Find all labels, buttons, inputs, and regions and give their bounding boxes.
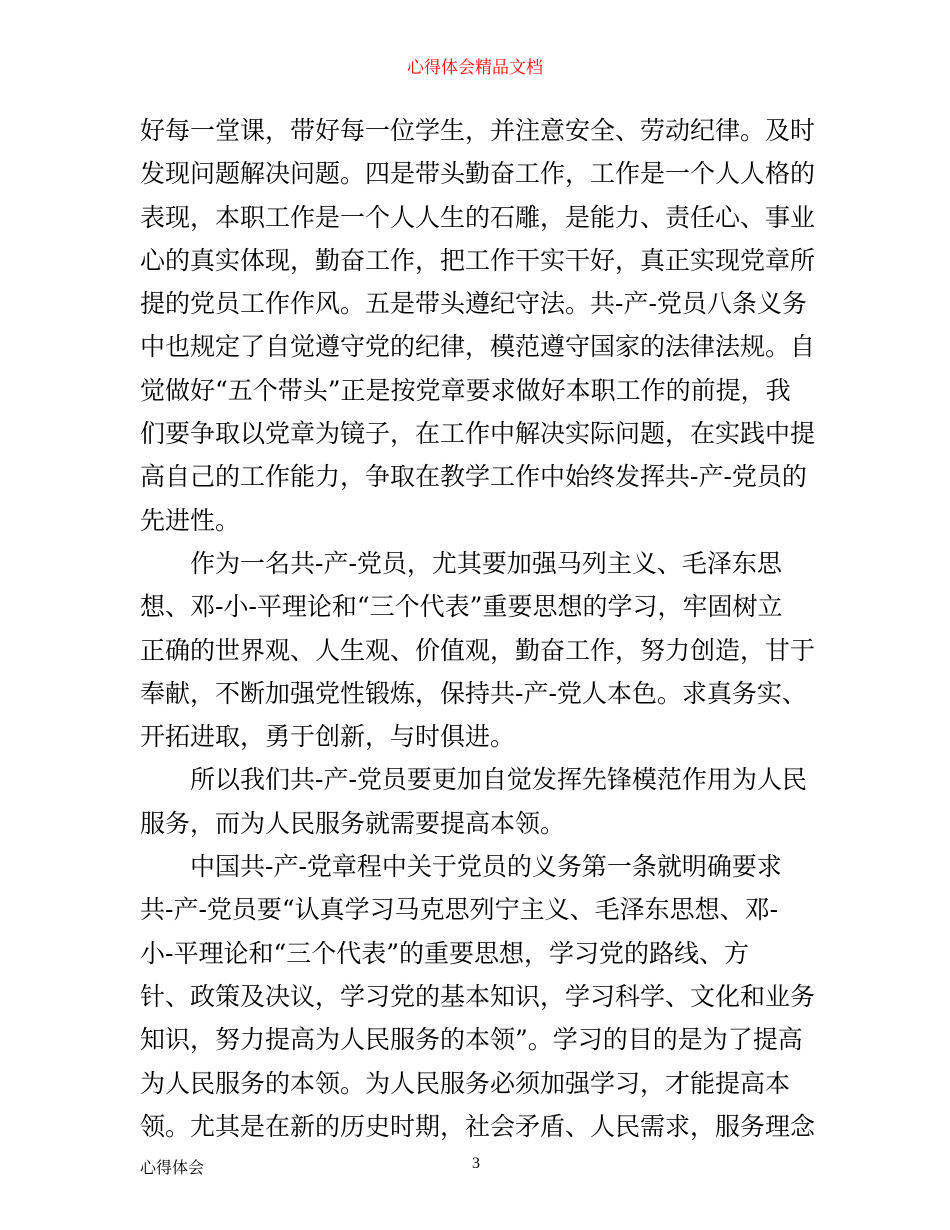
- text-line: 知识，努力提高为人民服务的本领”。学习的目的是为了提高: [140, 1025, 803, 1055]
- text-line: 作为一名共-产-党员，尤其要加强马列主义、毛泽东思: [140, 548, 782, 578]
- text-line: 开拓进取，勇于创新，与时俱进。: [140, 722, 516, 752]
- text-line: 好每一堂课，带好每一位学生，并注意安全、劳动纪律。及时: [140, 116, 816, 145]
- text-line: 正确的世界观、人生观、价值观，勤奋工作，努力创造，甘于: [140, 635, 816, 665]
- text-line: 想、邓-小-平理论和“三个代表”重要思想的学习，牢固树立: [140, 592, 783, 622]
- text-line: 为人民服务的本领。为人民服务必须加强学习，才能提高本: [140, 1068, 791, 1098]
- text-line: 们要争取以党章为镜子，在工作中解决实际问题，在实践中提: [140, 419, 816, 449]
- body-text: [140, 109, 820, 1148]
- text-line: 觉做好“五个带头”正是按党章要求做好本职工作的前提，我: [140, 375, 791, 405]
- text-line: 心的真实体现，勤奋工作，把工作干实干好，真正实现党章所: [140, 245, 816, 275]
- page-number: 3: [472, 1155, 480, 1172]
- footer-label: 心得体会: [140, 1158, 205, 1177]
- text-line: 小-平理论和“三个代表”的重要思想，学习党的路线、方: [140, 938, 750, 968]
- text-line: 高自己的工作能力，争取在教学工作中始终发挥共-产-党员的: [140, 462, 807, 492]
- text-line: 共-产-党员要“认真学习马克思列宁主义、毛泽东思想、邓-: [140, 895, 779, 925]
- text-line: 中也规定了自觉遵守党的纪律，模范遵守国家的法律法规。自: [140, 332, 816, 362]
- text-line: 发现问题解决问题。四是带头勤奋工作，工作是一个人人格的: [140, 159, 816, 189]
- text-line: 先进性。: [140, 505, 241, 535]
- text-line: 提的党员工作作风。五是带头遵纪守法。共-产-党员八条义务: [140, 289, 807, 319]
- text-line: 领。尤其是在新的历史时期，社会矛盾、人民需求，服务理念: [140, 1111, 816, 1141]
- page-header-title: 心得体会精品文档: [407, 58, 543, 78]
- text-line: 奉献，不断加强党性锻炼，保持共-产-党人本色。求真务实、: [140, 678, 807, 708]
- text-line: 针、政策及决议，学习党的基本知识，学习科学、文化和业务: [140, 981, 816, 1011]
- text-line: 服务，而为人民服务就需要提高本领。: [140, 808, 566, 838]
- text-line: 表现，本职工作是一个人人生的石雕，是能力、责任心、事业: [140, 202, 816, 232]
- text-line: 中国共-产-党章程中关于党员的义务第一条就明确要求: [140, 852, 782, 882]
- text-line: 所以我们共-产-党员要更加自觉发挥先锋模范作用为人民: [140, 765, 807, 795]
